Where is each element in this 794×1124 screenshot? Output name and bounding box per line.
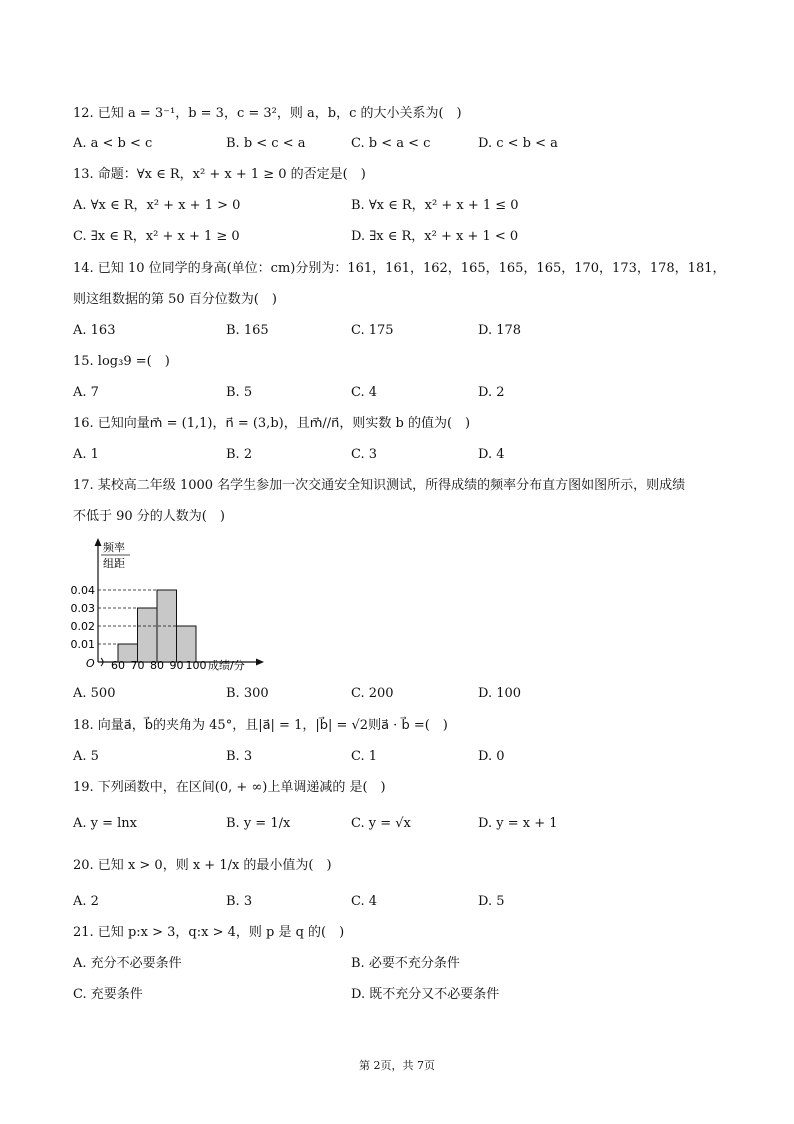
q13-option-a: A. ∀x ∈ R，x² + x + 1 > 0	[73, 198, 241, 213]
q13-option-c: C. ∃x ∈ R，x² + x + 1 ≥ 0	[73, 229, 240, 244]
q18-option-b: B. 3	[226, 749, 253, 764]
q17-option-d: D. 100	[478, 686, 522, 701]
x-tick-label: 90	[169, 659, 184, 672]
q19-option-c: C. y = √x	[351, 816, 411, 831]
q12-option-a: A. a < b < c	[73, 136, 153, 151]
q19-option-b: B. y = 1/x	[226, 816, 291, 831]
q14-stem-continued: 则这组数据的第 50 百分位数为( )	[73, 292, 277, 307]
q20-option-d: D. 5	[478, 894, 505, 909]
x-axis-arrow	[256, 659, 264, 666]
x-axis-label: 成绩/分	[208, 659, 245, 672]
y-tick-label: 0.02	[70, 620, 95, 633]
histogram-bar	[138, 608, 158, 662]
q21-option-c: C. 充要条件	[73, 987, 143, 1002]
q14-option-d: D. 178	[478, 323, 522, 338]
q19-stem: 19. 下列函数中，在区间(0, + ∞)上单调递减的 是( )	[73, 780, 386, 795]
q16-option-b: B. 2	[226, 447, 253, 462]
q15-option-d: D. 2	[478, 385, 505, 400]
q12-option-c: C. b < a < c	[351, 136, 431, 151]
y-tick-label: 0.01	[70, 638, 95, 651]
q21-option-d: D. 既不充分又不必要条件	[351, 987, 500, 1002]
q14-option-b: B. 165	[226, 323, 269, 338]
q13-stem: 13. 命题：∀x ∈ R，x² + x + 1 ≥ 0 的否定是( )	[73, 167, 366, 182]
q21-option-a: A. 充分不必要条件	[73, 956, 182, 971]
q13-option-d: D. ∃x ∈ R，x² + x + 1 < 0	[351, 229, 519, 244]
q14-option-a: A. 163	[73, 323, 116, 338]
q18-stem: 18. 向量a⃗，b⃗的夹角为 45°，且|a⃗| = 1，|b⃗| = √2则a⃗ · b⃗ =( )	[73, 718, 448, 733]
q16-option-c: C. 3	[351, 447, 378, 462]
q21-option-b: B. 必要不充分条件	[351, 956, 460, 971]
origin-label: O	[86, 657, 95, 670]
q15-option-b: B. 5	[226, 385, 253, 400]
q12-option-d: D. c < b < a	[478, 136, 558, 151]
q17-option-c: C. 200	[351, 686, 394, 701]
x-tick-label: 80	[150, 659, 164, 672]
y-axis-label-top: 频率	[103, 541, 125, 554]
q20-option-b: B. 3	[226, 894, 253, 909]
q15-stem: 15. log₃9 =( )	[73, 354, 170, 369]
q20-stem: 20. 已知 x > 0，则 x + 1/x 的最小值为( )	[73, 858, 332, 873]
q18-option-c: C. 1	[351, 749, 378, 764]
q14-stem: 14. 已知 10 位同学的身高(单位：cm)分别为：161，161，162，165，165，165，170，173，178，181，	[73, 261, 726, 276]
q18-option-a: A. 5	[73, 749, 99, 764]
q19-option-d: D. y = x + 1	[478, 816, 558, 831]
q16-stem: 16. 已知向量m⃗ = (1,1)，n⃗ = (3,b)，且m⃗//n⃗，则实数 b 的值为( )	[73, 416, 471, 431]
q17-stem: 17. 某校高二年级 1000 名学生参加一次交通安全知识测试，所得成绩的频率分布直方图如图所示，则成绩	[73, 478, 686, 493]
y-axis-label-bottom: 组距	[103, 557, 125, 570]
q16-option-d: D. 4	[478, 447, 505, 462]
q12-stem: 12. 已知 a = 3⁻¹，b = 3，c = 3²，则 a，b，c 的大小关系为( )	[73, 106, 462, 121]
page-footer: 第 2页，共 7页	[359, 1059, 435, 1072]
x-tick-label: 70	[130, 659, 145, 672]
q14-option-c: C. 175	[351, 323, 394, 338]
q15-option-c: C. 4	[351, 385, 378, 400]
q18-option-d: D. 0	[478, 749, 505, 764]
x-tick-label: 100	[185, 659, 207, 672]
histogram-bar	[177, 626, 197, 662]
q16-option-a: A. 1	[73, 447, 99, 462]
y-tick-label: 0.03	[70, 602, 95, 615]
x-tick-label: 60	[111, 659, 125, 672]
q17-option-b: B. 300	[226, 686, 269, 701]
frequency-histogram	[68, 535, 268, 675]
y-axis-arrow	[95, 538, 102, 546]
q17-option-a: A. 500	[73, 686, 116, 701]
y-tick-label: 0.04	[70, 584, 95, 597]
q15-option-a: A. 7	[73, 385, 99, 400]
q13-option-b: B. ∀x ∈ R，x² + x + 1 ≤ 0	[351, 198, 519, 213]
q19-option-a: A. y = lnx	[73, 816, 138, 831]
q20-option-c: C. 4	[351, 894, 378, 909]
q20-option-a: A. 2	[73, 894, 99, 909]
q21-stem: 21. 已知 p:x > 3，q:x > 4，则 p 是 q 的( )	[73, 925, 345, 940]
q17-stem-continued: 不低于 90 分的人数为( )	[73, 509, 225, 524]
q12-option-b: B. b < c < a	[226, 136, 306, 151]
